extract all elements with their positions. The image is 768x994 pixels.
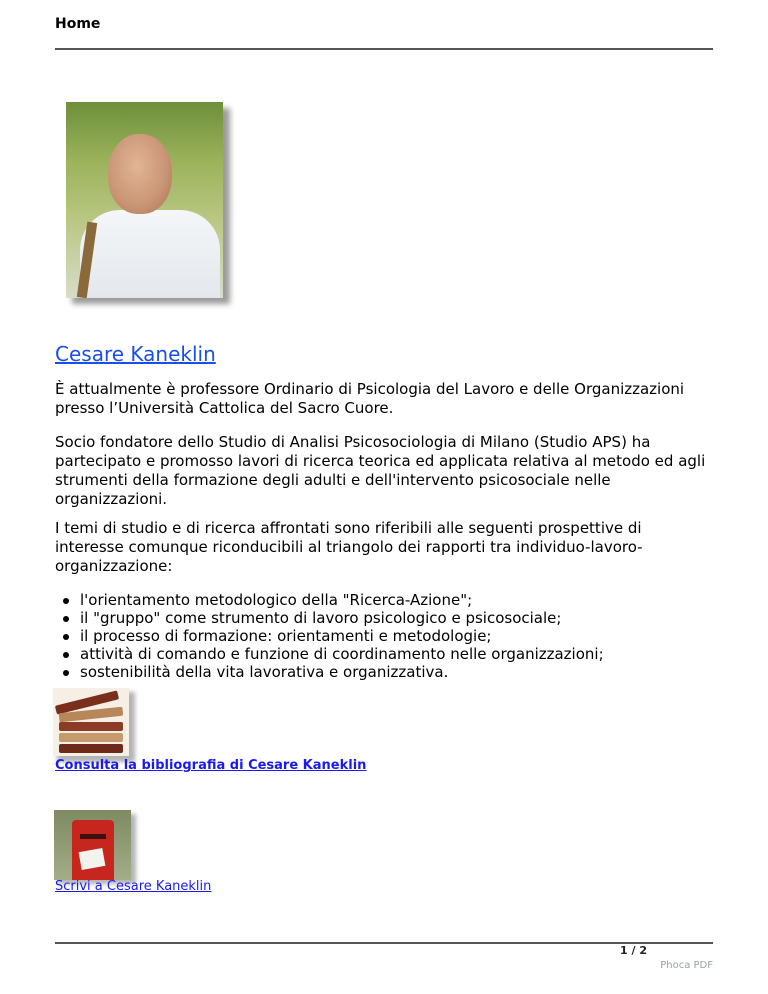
- list-item-text: il "gruppo" come strumento di lavoro psicologico e psicosociale;: [80, 609, 562, 627]
- books-image[interactable]: [53, 688, 133, 760]
- list-item-text: sostenibilità della vita lavorativa e organizzativa.: [80, 663, 449, 681]
- bibliography-link[interactable]: Consulta la bibliografia di Cesare Kaneklin: [55, 758, 367, 773]
- book-spine: [59, 744, 123, 753]
- generator-credit: Phoca PDF: [660, 960, 713, 971]
- list-item-text: il processo di formazione: orientamenti e metodologie;: [80, 627, 492, 645]
- book-spine: [59, 733, 123, 742]
- portrait-photo: [66, 102, 230, 306]
- bullet-icon: [63, 670, 69, 676]
- book-spine: [59, 722, 123, 731]
- mailbox-icon: [54, 810, 131, 880]
- list-item: [55, 591, 715, 609]
- page-number: 1 / 2: [620, 944, 647, 957]
- portrait-face: [108, 134, 172, 214]
- portrait-image: [66, 102, 223, 298]
- page-header: [55, 14, 713, 50]
- mailbox-slot: [80, 834, 106, 839]
- bio-paragraph-3: I temi di studio e di ricerca affrontati sono riferibili alle seguenti prospettive di interesse comunque riconducibili al triangolo dei rapporti tra individuo-lavoro-organizzazione:: [55, 519, 643, 575]
- page-title: Home: [55, 16, 101, 32]
- mailbox-image[interactable]: [54, 810, 134, 882]
- bullet-icon: [63, 634, 69, 640]
- list-item: [55, 627, 715, 645]
- list-item-text: l'orientamento metodologico della "Ricerca-Azione";: [80, 591, 473, 609]
- list-item: [55, 663, 715, 681]
- footer-divider: [55, 942, 713, 944]
- topics-list: [55, 591, 715, 681]
- list-item: [55, 645, 715, 663]
- bio-paragraph-2: Socio fondatore dello Studio di Analisi Psicosociologia di Milano (Studio APS) ha partecipato e promosso lavori di ricerca teorica ed applicata relativa al metodo ed agli strumenti della formazione degli adulti e dell'intervento psicosociale nelle organizzazioni.: [55, 433, 706, 508]
- list-item-text: attività di comando e funzione di coordinamento nelle organizzazioni;: [80, 645, 604, 663]
- books-icon: [53, 688, 129, 756]
- bio-paragraph-1: È attualmente è professore Ordinario di Psicologia del Lavoro e delle Organizzazioni presso l’Università Cattolica del Sacro Cuore.: [55, 380, 685, 417]
- list-item: [55, 609, 715, 627]
- bullet-icon: [63, 616, 69, 622]
- contact-link[interactable]: Scrivi a Cesare Kaneklin: [55, 879, 212, 894]
- bullet-icon: [63, 598, 69, 604]
- portrait-shirt: [80, 210, 220, 298]
- person-name-link[interactable]: Cesare Kaneklin: [55, 342, 216, 366]
- bullet-icon: [63, 652, 69, 658]
